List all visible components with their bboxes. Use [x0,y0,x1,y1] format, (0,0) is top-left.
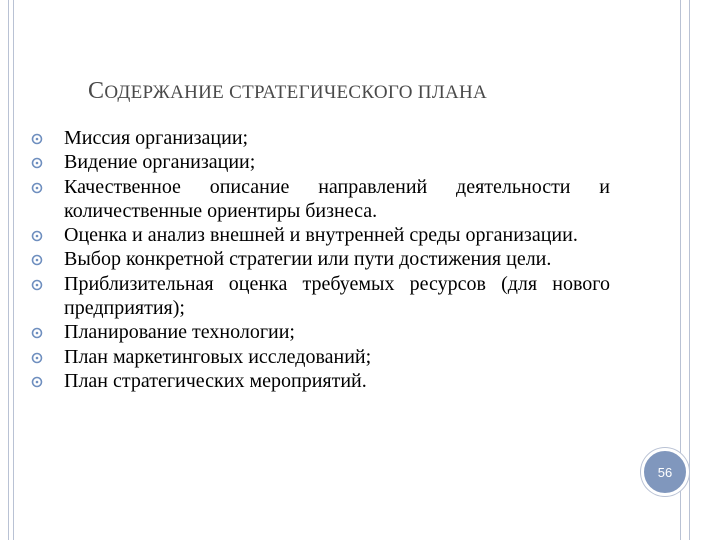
list-item-text: Приблизительная оценка требуемых ресурсов (для нового предприятия); [64,272,610,320]
list-item-text: Миссия организации; [64,127,249,149]
ring-bullet-icon [30,351,44,365]
ring-bullet-icon [30,375,44,389]
list-item-text: Планирование технологии; [64,321,295,344]
bullet-list [30,126,610,393]
ring-bullet-icon [30,326,44,340]
left-frame-border [8,0,14,540]
title-first-letter: С [88,78,105,104]
list-item [30,320,610,344]
title-rest: ОДЕРЖАНИЕ СТРАТЕГИЧЕСКОГО ПЛАНА [104,82,488,103]
list-item-text: Качественное описание направлений деятельности и количественные ориентиры бизнеса. [64,175,610,222]
page-number-badge [641,448,689,496]
ring-bullet-icon [30,181,44,195]
slide-title [88,78,648,105]
list-item [30,126,610,150]
list-item [30,175,610,224]
list-item-text: План стратегических мероприятий. [64,369,367,392]
list-item [30,345,610,369]
list-item [30,272,610,321]
ring-bullet-icon [30,278,44,292]
list-item [30,223,610,247]
ring-bullet-icon [30,132,44,146]
list-item [30,369,610,393]
list-item-text: Выбор конкретной стратегии или пути достижения цели. [64,248,552,271]
list-item [30,150,610,174]
ring-bullet-icon [30,156,44,170]
list-item-text: Видение организации; [64,151,256,174]
list-item-text: Оценка и анализ внешней и внутренней среды организации. [64,224,578,247]
page-number: 56 [657,464,673,480]
list-item-text: План маркетинговых исследований; [64,345,372,368]
ring-bullet-icon [30,253,44,267]
list-item [30,247,610,271]
ring-bullet-icon [30,229,44,243]
